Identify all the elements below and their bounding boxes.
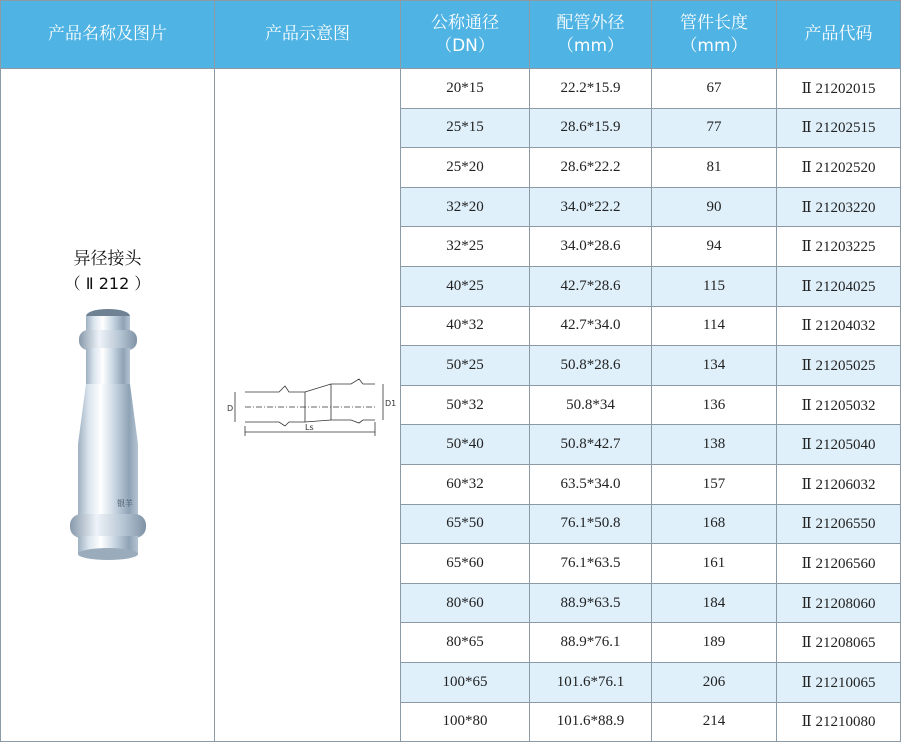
cell-od: 22.2*15.9 [530,69,652,109]
cell-code: Ⅱ 21202015 [777,69,901,109]
cell-od: 88.9*76.1 [530,623,652,663]
cell-dn: 80*60 [401,583,530,623]
header-length-label: 管件长度 [680,12,748,33]
cell-code: Ⅱ 21203225 [777,227,901,267]
header-diagram-label: 产品示意图 [265,24,350,44]
cell-code: Ⅱ 21205032 [777,385,901,425]
cell-code: Ⅱ 21210065 [777,662,901,702]
cell-od: 101.6*76.1 [530,662,652,702]
cell-dn: 80*65 [401,623,530,663]
cell-od: 76.1*63.5 [530,544,652,584]
cell-length: 115 [652,266,777,306]
cell-code: Ⅱ 21208065 [777,623,901,663]
cell-length: 138 [652,425,777,465]
cell-dn: 50*25 [401,346,530,386]
cell-dn: 60*32 [401,464,530,504]
cell-length: 77 [652,108,777,148]
cell-od: 63.5*34.0 [530,464,652,504]
product-series: （ Ⅱ 212 ） [64,273,151,293]
cell-code: Ⅱ 21210080 [777,702,901,742]
cell-length: 114 [652,306,777,346]
product-cell [1,69,215,742]
cell-dn: 32*25 [401,227,530,267]
cell-dn: 50*40 [401,425,530,465]
header-od [530,1,652,69]
cell-od: 76.1*50.8 [530,504,652,544]
cell-code: Ⅱ 21204025 [777,266,901,306]
bottom-bead [70,514,146,538]
header-dn [401,1,530,69]
diagram-label-d1: D1 [384,399,396,409]
cell-od: 42.7*28.6 [530,266,652,306]
reducer-photo [61,304,155,564]
cell-code: Ⅱ 21206560 [777,544,901,584]
cell-length: 90 [652,187,777,227]
header-name-photo-label: 产品名称及图片 [48,24,167,44]
cell-od: 101.6*88.9 [530,702,652,742]
header-dn-unit: （DN） [435,35,495,56]
header-length [652,1,777,69]
header-name-photo [1,1,215,69]
header-od-label: 配管外径 [556,12,625,33]
cell-od: 50.8*28.6 [530,346,652,386]
header-diagram [215,1,401,69]
diagram-cell [215,69,401,742]
cell-length: 67 [652,69,777,109]
cell-od: 50.8*42.7 [530,425,652,465]
top-bead [79,330,137,350]
table-row [1,69,901,109]
cell-length: 184 [652,583,777,623]
cell-code: Ⅱ 21204032 [777,306,901,346]
diagram-label-ls: Ls [304,423,314,433]
cell-length: 161 [652,544,777,584]
diagram-label-d: D [226,404,233,414]
cell-length: 134 [652,346,777,386]
header-length-unit: （mm） [680,35,748,56]
cell-length: 157 [652,464,777,504]
photo-label: 银羊 [116,498,133,508]
header-row [1,1,901,69]
cell-code: Ⅱ 21208060 [777,583,901,623]
cell-dn: 65*60 [401,544,530,584]
cell-code: Ⅱ 21205040 [777,425,901,465]
cell-length: 168 [652,504,777,544]
cell-dn: 100*80 [401,702,530,742]
cell-od: 50.8*34 [530,385,652,425]
cell-dn: 25*20 [401,148,530,188]
cell-code: Ⅱ 21202520 [777,148,901,188]
cell-od: 34.0*28.6 [530,227,652,267]
cell-length: 81 [652,148,777,188]
cell-od: 42.7*34.0 [530,306,652,346]
cell-dn: 32*20 [401,187,530,227]
cell-length: 206 [652,662,777,702]
header-od-unit: （mm） [556,35,625,56]
cell-dn: 65*50 [401,504,530,544]
cell-dn: 40*25 [401,266,530,306]
cell-length: 214 [652,702,777,742]
cell-dn: 20*15 [401,69,530,109]
cell-code: Ⅱ 21202515 [777,108,901,148]
cell-code: Ⅱ 21206032 [777,464,901,504]
cell-od: 28.6*15.9 [530,108,652,148]
cell-code: Ⅱ 21203220 [777,187,901,227]
cell-dn: 100*65 [401,662,530,702]
cell-code: Ⅱ 21206550 [777,504,901,544]
cell-od: 28.6*22.2 [530,148,652,188]
header-dn-label: 公称通径 [431,12,499,33]
product-name: 异径接头 [73,248,142,269]
cell-length: 189 [652,623,777,663]
cell-code: Ⅱ 21205025 [777,346,901,386]
cell-od: 34.0*22.2 [530,187,652,227]
cell-dn: 50*32 [401,385,530,425]
reducer-diagram [223,370,396,440]
header-code-label: 产品代码 [804,24,873,44]
cell-dn: 40*32 [401,306,530,346]
cell-length: 94 [652,227,777,267]
taper-section [78,384,138,444]
header-code [777,1,901,69]
cell-dn: 25*15 [401,108,530,148]
diagram-top-outline [245,379,375,392]
cell-length: 136 [652,385,777,425]
cell-od: 88.9*63.5 [530,583,652,623]
